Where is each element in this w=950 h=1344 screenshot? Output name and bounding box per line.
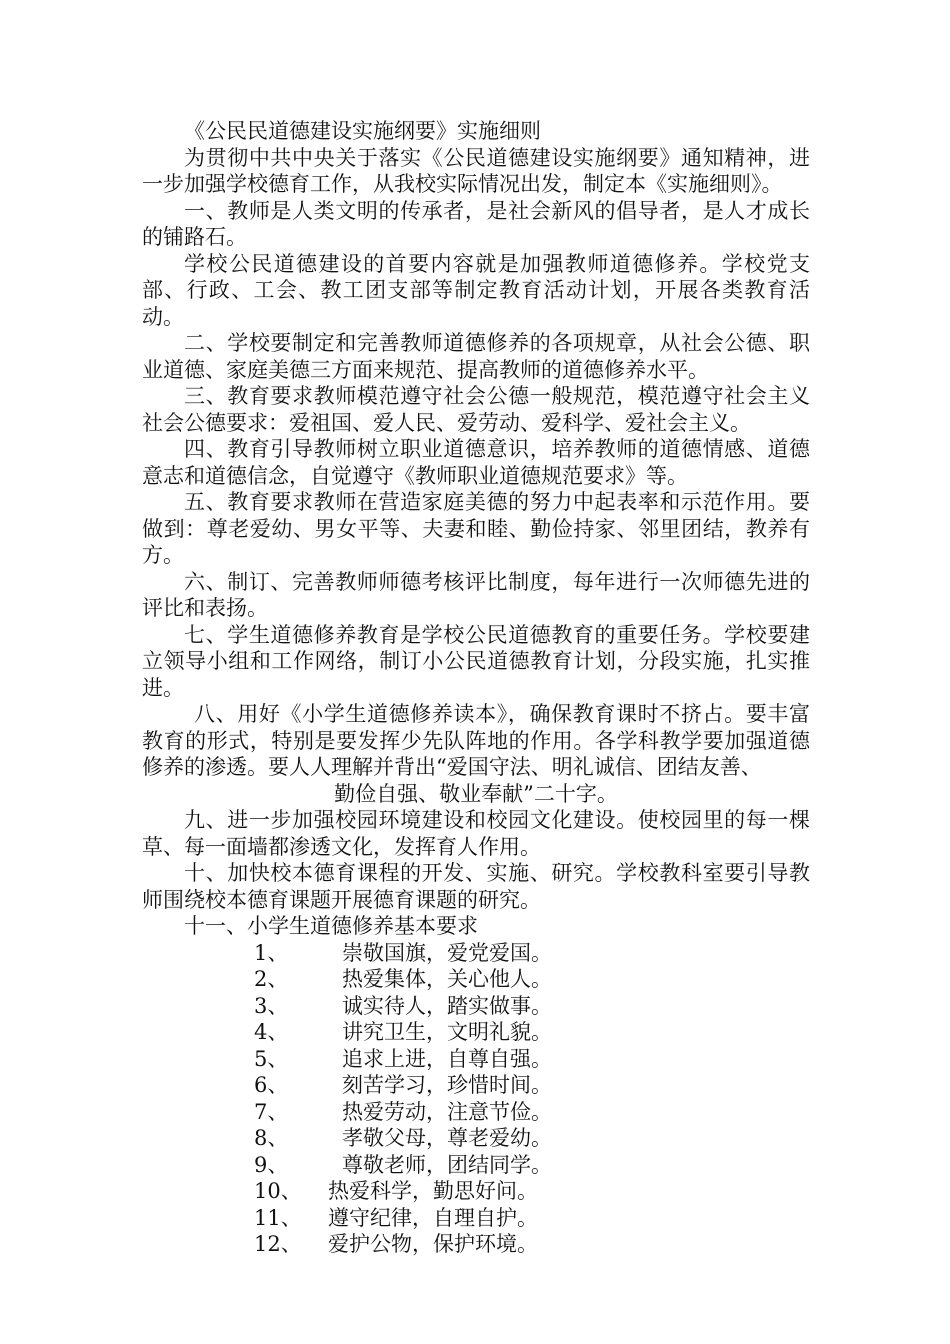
list-item [142,1125,810,1152]
list-item-text: 热爱劳动，注意节俭。 [342,1099,552,1124]
list-item-text: 诚实待人，踏实做事。 [342,993,552,1018]
list-item-text: 刻苦学习，珍惜时间。 [342,1073,552,1097]
list-item-number: 9、 [254,1152,289,1177]
list-item [142,1019,810,1046]
paragraph-9: 九、进一步加强校园环境建设和校园文化建设。使校园里的每一棵草、每一面墙都渗透文化，发挥育人作用。 [142,808,810,859]
document-body [142,118,810,1258]
paragraph-5: 五、教育要求教师在营造家庭美德的努力中起表率和示范作用。要做到：尊老爱幼、男女平等、夫妻和睦、勤俭持家、邻里团结，教养有方。 [142,490,810,567]
paragraph-8: 八、用好《小学生道德修养读本》，确保教育课时不挤占。要丰富教育的形式，特别是要发挥少先队阵地的作用。各学科教学要加强道德修养的渗透。要人人理解并背出“爱国守法、明礼诚信、团结友善、 [142,702,810,779]
list-item [142,1099,810,1126]
list-item-number: 3、 [254,993,289,1018]
list-item [142,1205,810,1232]
paragraph-2: 二、学校要制定和完善教师道德修养的各项规章，从社会公德、职业道德、家庭美德三方面来规范、提高教师的道德修养水平。 [142,331,810,382]
paragraph-4: 四、教育引导教师树立职业道德意识，培养教师的道德情感、道德意志和道德信念，自觉遵守《教师职业道德规范要求》等。 [142,437,810,488]
list-item-text: 遵守纪律，自理自护。 [328,1205,538,1230]
list-item-number: 5、 [254,1046,289,1071]
list-item-number: 8、 [254,1126,289,1150]
paragraph-7: 七、学生道德修养教育是学校公民道德教育的重要任务。学校要建立领导小组和工作网络，制订小公民道德教育计划，分段实施，扎实推进。 [142,622,810,700]
list-item-number: 12、 [254,1232,302,1256]
list-item [142,993,810,1020]
document-title: 《公民民道德建设实施纲要》实施细则 [184,119,541,143]
list-item-text: 讲究卫生，文明礼貌。 [342,1020,552,1044]
paragraph-8-tail: 勤俭自强、敬业奉献”二十字。 [334,781,618,806]
list-item-text: 孝敬父母，尊老爱幼。 [342,1126,552,1150]
paragraph-1: 一、教师是人类文明的传承者，是社会新风的倡导者，是人才成长的铺路石。 [142,198,810,249]
list-item [142,1046,810,1073]
requirements-list [142,940,810,1258]
paragraph-3: 三、教育要求教师模范遵守社会公德一般规范，模范遵守社会主义社会公德要求：爱祖国、爱人民、爱劳动、爱科学、爱社会主义。 [142,384,810,435]
list-item-number: 4、 [254,1020,289,1044]
list-item [142,1231,810,1258]
list-item [142,1178,810,1205]
list-item [142,1072,810,1099]
list-item-text: 追求上进，自尊自强。 [342,1046,552,1071]
list-item-text: 爱护公物，保护环境。 [328,1232,538,1256]
list-item-text: 崇敬国旗，爱党爱国。 [342,940,552,965]
list-item-text: 热爱科学，勤思好问。 [328,1179,538,1203]
list-item-number: 7、 [254,1099,289,1124]
list-item-number: 2、 [254,967,289,991]
list-item-text: 热爱集体，关心他人。 [342,967,552,991]
list-item-number: 6、 [254,1073,289,1097]
list-item-number: 10、 [254,1179,302,1203]
list-item-number: 1、 [254,940,289,965]
paragraph-6: 六、制订、完善教师师德考核评比制度，每年进行一次师德先进的评比和表扬。 [142,569,810,620]
intro-paragraph: 为贯彻中共中央关于落实《公民道德建设实施纲要》通知精神，进一步加强学校德育工作，从我校实际情况出发，制定本《实施细则》。 [142,145,810,196]
list-item-number: 11、 [254,1205,302,1230]
requirements-heading: 十一、小学生道德修养基本要求 [184,914,478,938]
paragraph-1-detail: 学校公民道德建设的首要内容就是加强教师道德修养。学校党支部、行政、工会、教工团支部等制定教育活动计划，开展各类教育活动。 [142,251,810,329]
list-item-text: 尊敬老师，团结同学。 [342,1152,552,1177]
list-item [142,966,810,993]
list-item [142,1152,810,1179]
list-item [142,940,810,967]
paragraph-10: 十、加快校本德育课程的开发、实施、研究。学校教科室要引导教师围绕校本德育课题开展德育课题的研究。 [142,861,810,912]
